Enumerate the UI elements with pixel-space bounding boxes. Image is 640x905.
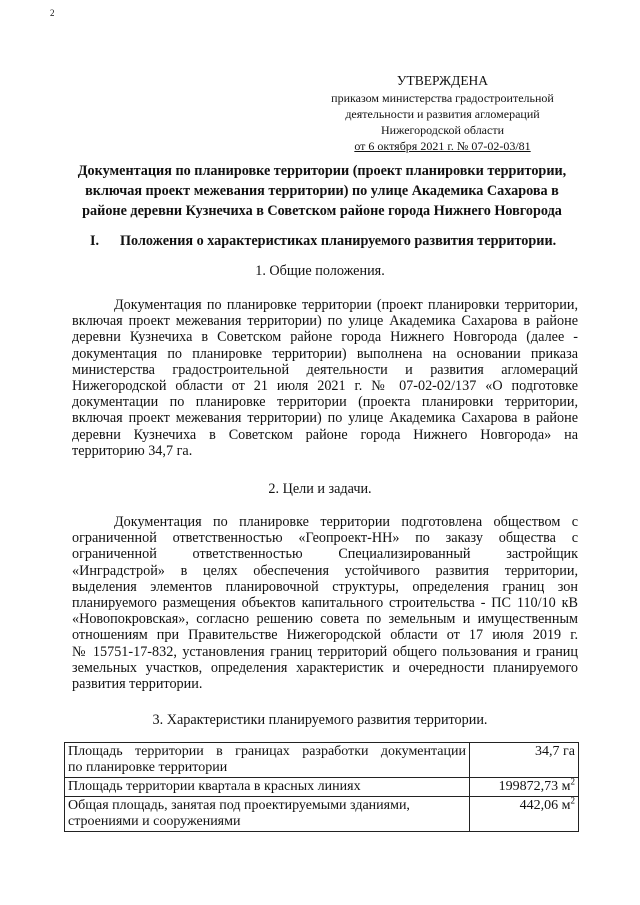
table-row (65, 797, 579, 832)
subheading-general: 1. Общие положения. (255, 263, 385, 279)
paragraph-line: включая проект межевания территории) по улице Академика Сахарова в районе (72, 410, 578, 427)
paragraph-line: развития территории. (72, 676, 203, 693)
paragraph-line: документация по планировке территории) выполнена на основании приказа (72, 345, 578, 362)
table-cell-label (65, 778, 470, 797)
cell-line: по планировке территории (68, 760, 228, 775)
paragraph-line: территорию 34,7 га. (72, 442, 193, 459)
subheading-characteristics: 3. Характеристики планируемого развития территории. (152, 712, 488, 728)
table-cell-label (65, 797, 470, 832)
section-number: I. (90, 233, 100, 249)
subheading-goals: 2. Цели и задачи. (268, 481, 372, 497)
paragraph-line: министерства градостроительной деятельности и развития агломераций (72, 361, 578, 378)
paragraph-line: Нижегородской области от 21 июля 2021 г. № 07-02-02/137 «О подготовке (72, 378, 578, 395)
paragraph-line: Документация по планировке территории (проект планировки территории, (114, 297, 578, 313)
table-row (65, 743, 579, 778)
title-line: включая проект межевания территории) по улице Академика Сахарова в (85, 183, 559, 199)
table-row (65, 778, 579, 797)
paragraph-line: документации по планировке территории (проекта планировки территории, (72, 394, 578, 411)
table-cell-label (65, 743, 470, 778)
paragraph-line: Документация по планировке территории подготовлена обществом с (114, 514, 578, 530)
paragraph-line: ограниченной ответственностью Специализированный застройщик (72, 546, 578, 563)
approval-block (300, 72, 585, 154)
paragraph-line: «Инградстрой» в целях обеспечения устойчивого развития территории, (72, 562, 578, 579)
paragraph-general (72, 297, 578, 459)
cell-line: строениями и сооружениями (68, 814, 241, 829)
section-title: Положения о характеристиках планируемого развития территории. (120, 233, 557, 249)
title-line: районе деревни Кузнечиха в Советском районе города Нижнего Новгорода (82, 203, 562, 219)
approval-line: Нижегородской области (380, 123, 504, 137)
paragraph-line: № 15751-17-832, установления границ территорий общего пользования и границ (72, 643, 578, 660)
unit-superscript: 2 (570, 795, 575, 806)
paragraph-line: деревни Кузнечиха в Советском районе города Нижнего Новгорода» на (72, 426, 578, 443)
cell-value: 442,06 м (519, 798, 571, 813)
document-title (66, 161, 578, 221)
approval-line: деятельности и развития агломераций (345, 107, 540, 121)
paragraph-line: ограниченной ответственностью «Геопроект-НН» по заказу общества с (72, 530, 578, 547)
unit-superscript: 2 (570, 776, 575, 787)
title-line: Документация по планировке территории (проект планировки территории, (77, 163, 567, 179)
table-cell-value (470, 743, 579, 778)
approval-date: от 6 октября 2021 г. № 07-02-03/81 (354, 139, 531, 153)
section-heading (90, 232, 556, 250)
paragraph-line: планируемого размещения объектов капитального строительства - ПС 110/10 кВ (72, 595, 578, 612)
characteristics-table (64, 742, 579, 832)
paragraph-line: выделения элементов планировочной структуры, определения границ зон (72, 578, 578, 595)
corner-mark: 2 (50, 8, 55, 18)
cell-line: Площадь территории квартала в красных линиях (68, 779, 361, 794)
paragraph-goals (72, 514, 578, 692)
paragraph-line: земельных участков, определения характеристик и очередности планируемого (72, 659, 578, 676)
approval-line: приказом министерства градостроительной (331, 91, 554, 105)
table-cell-value (470, 797, 579, 832)
paragraph-line: «Новопокровская», согласно решению совета по земельным и имущественным (72, 611, 578, 628)
cell-line: Общая площадь, занятая под проектируемыми зданиями, (68, 798, 410, 813)
paragraph-line: деревни Кузнечиха в Советском районе города Нижнего Новгорода (далее - (72, 329, 578, 346)
cell-line: Площадь территории в границах разработки документации (68, 744, 466, 759)
approval-head: УТВЕРЖДЕНА (396, 73, 489, 88)
cell-value: 199872,73 м (498, 779, 571, 794)
table-cell-value (470, 778, 579, 797)
cell-value: 34,7 га (535, 744, 575, 759)
paragraph-line: включая проект межевания территории) по улице Академика Сахарова в районе (72, 313, 578, 330)
paragraph-line: отношениям при Правительстве Нижегородской области от 17 июля 2019 г. (72, 627, 578, 644)
